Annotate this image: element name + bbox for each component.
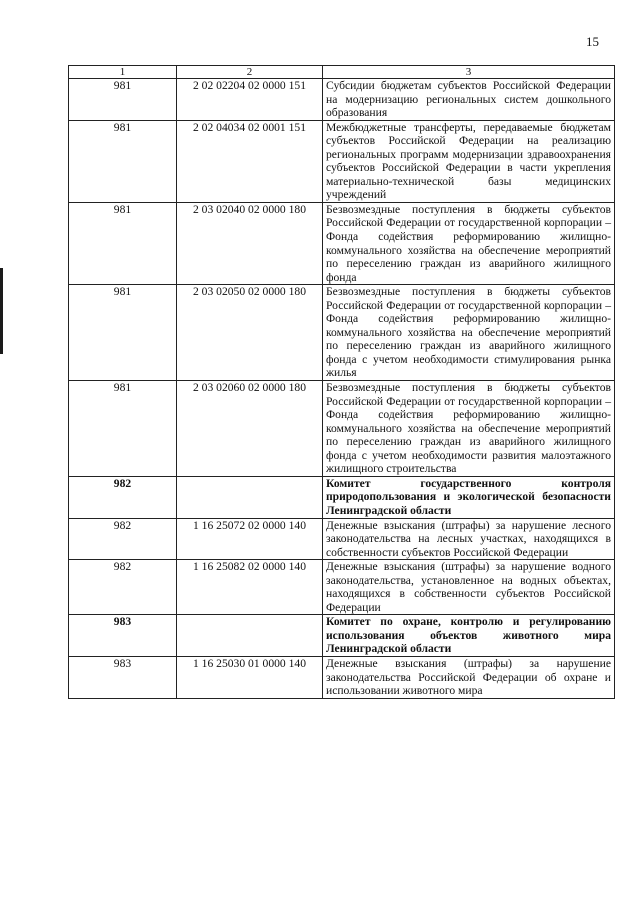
description-cell: Безвозмездные поступления в бюджеты субъектов Российской Федерации от государственной корпорации – Фонда содействия реформированию жилищно-коммунального хозяйства на обеспечение мероприятий по переселению граждан из аварийного жилищного фонда — [323, 202, 615, 284]
kbk-code-cell: 1 16 25030 01 0000 140 — [177, 656, 323, 698]
description-cell: Денежные взыскания (штрафы) за нарушение водного законодательства, установленное на водных объектах, находящихся в собственности субъектов Российской Федерации — [323, 560, 615, 615]
description-cell: Денежные взыскания (штрафы) за нарушение законодательства Российской Федерации об охране и использовании животного мира — [323, 656, 615, 698]
table-row — [69, 120, 615, 202]
kbk-code-cell: 2 03 02060 02 0000 180 — [177, 381, 323, 477]
page-number: 15 — [586, 34, 599, 49]
header-col-2: 2 — [177, 66, 323, 79]
admin-code-cell: 981 — [69, 120, 177, 202]
table-row — [69, 381, 615, 477]
description-cell: Комитет государственного контроля природопользования и экологической безопасности Ленинградской области — [323, 476, 615, 518]
header-col-3: 3 — [323, 66, 615, 79]
description-cell: Безвозмездные поступления в бюджеты субъектов Российской Федерации от государственной корпорации – Фонда содействия реформированию жилищно-коммунального хозяйства на обеспечение мероприятий по переселению граждан из аварийного жилищного фонда с учетом необходимости стимулирования рынка жилья — [323, 285, 615, 381]
scan-edge-mark — [0, 268, 3, 354]
admin-code-cell: 982 — [69, 518, 177, 560]
table-row — [69, 518, 615, 560]
admin-code-cell: 981 — [69, 202, 177, 284]
description-cell: Денежные взыскания (штрафы) за нарушение лесного законодательства на лесных участках, находящихся в собственности субъектов Российской Федерации — [323, 518, 615, 560]
admin-code-cell: 982 — [69, 560, 177, 615]
table-row — [69, 202, 615, 284]
table-row-section-header — [69, 476, 615, 518]
admin-code-cell: 981 — [69, 381, 177, 477]
kbk-code-cell: 2 03 02050 02 0000 180 — [177, 285, 323, 381]
description-cell: Субсидии бюджетам субъектов Российской Федерации на модернизацию региональных систем дошкольного образования — [323, 79, 615, 121]
kbk-code-cell: 1 16 25082 02 0000 140 — [177, 560, 323, 615]
description-cell: Комитет по охране, контролю и регулированию использования объектов животного мира Ленинградской области — [323, 615, 615, 657]
admin-code-cell: 983 — [69, 656, 177, 698]
table-row — [69, 656, 615, 698]
budget-classification-table — [68, 65, 615, 699]
kbk-code-cell — [177, 476, 323, 518]
header-col-1: 1 — [69, 66, 177, 79]
admin-code-cell: 982 — [69, 476, 177, 518]
kbk-code-cell — [177, 615, 323, 657]
table-row — [69, 79, 615, 121]
table-row — [69, 285, 615, 381]
table-row — [69, 560, 615, 615]
admin-code-cell: 981 — [69, 285, 177, 381]
kbk-code-cell: 2 02 02204 02 0000 151 — [177, 79, 323, 121]
admin-code-cell: 981 — [69, 79, 177, 121]
description-cell: Межбюджетные трансферты, передаваемые бюджетам субъектов Российской Федерации на реализацию региональных программ модернизации здравоохранения субъектов Российской Федерации в части укрепления материально-технической базы медицинских учреждений — [323, 120, 615, 202]
kbk-code-cell: 2 03 02040 02 0000 180 — [177, 202, 323, 284]
admin-code-cell: 983 — [69, 615, 177, 657]
table-header-row — [69, 66, 615, 79]
table-row-section-header — [69, 615, 615, 657]
description-cell: Безвозмездные поступления в бюджеты субъектов Российской Федерации от государственной корпорации – Фонда содействия реформированию жилищно-коммунального хозяйства на обеспечение мероприятий по переселению граждан из аварийного жилищного фонда с учетом необходимости развития малоэтажного жилищного строительства — [323, 381, 615, 477]
kbk-code-cell: 2 02 04034 02 0001 151 — [177, 120, 323, 202]
kbk-code-cell: 1 16 25072 02 0000 140 — [177, 518, 323, 560]
